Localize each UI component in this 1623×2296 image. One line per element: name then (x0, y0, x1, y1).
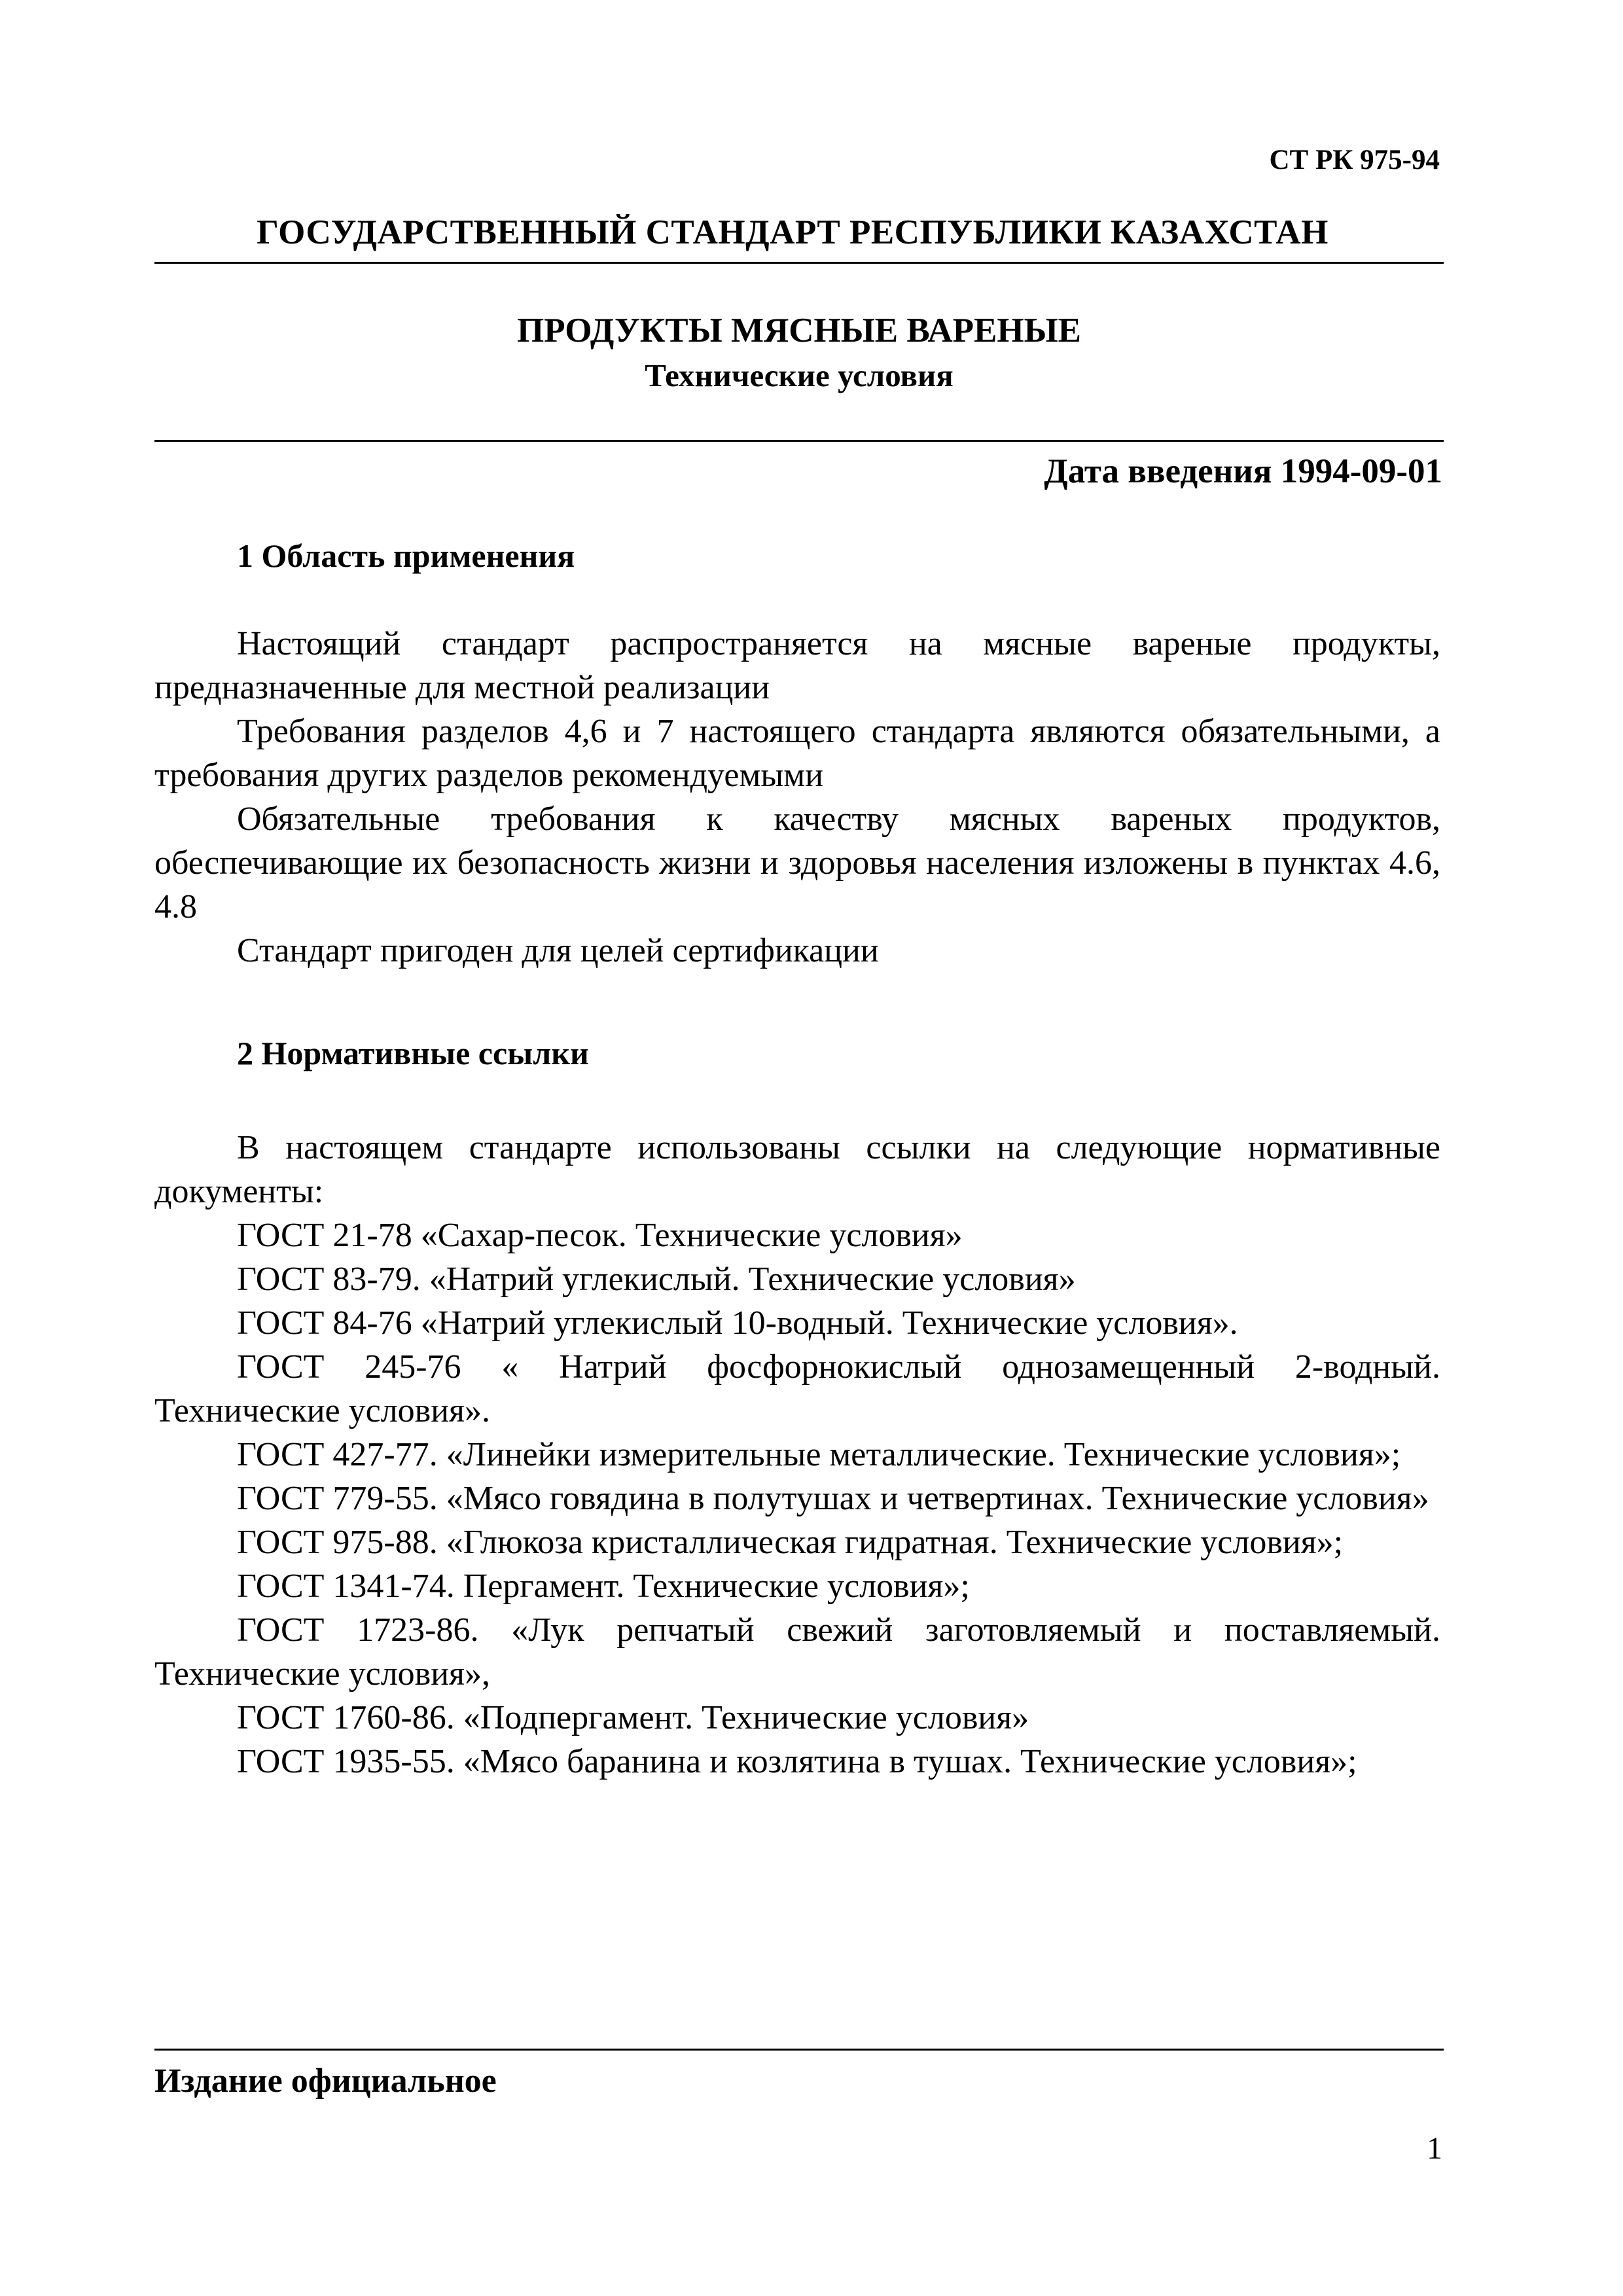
official-edition-label: Издание официальное (154, 2062, 497, 2100)
section-body-scope (154, 622, 1440, 973)
reference-item: ГОСТ 1760-86. «Подпергамент. Технические условия» (237, 1699, 1029, 1736)
divider-line (154, 440, 1444, 442)
reference-item: ГОСТ 1341-74. Пергамент. Технические условия»; (237, 1568, 970, 1605)
paragraph: Стандарт пригоден для целей сертификации (237, 932, 879, 969)
reference-item: ГОСТ 21-78 «Сахар-песок. Технические условия» (237, 1217, 963, 1254)
document-title: ПРОДУКТЫ МЯСНЫЕ ВАРЕНЫЕ (516, 312, 1082, 350)
paragraph: В настоящем стандарте использованы ссылки на следующие нормативные документы: (154, 1129, 1440, 1210)
reference-item: ГОСТ 84-76 «Натрий углекислый 10-водный. Технические условия». (237, 1304, 1238, 1342)
reference-item: ГОСТ 975-88. «Глюкоза кристаллическая гидратная. Технические условия»; (237, 1524, 1344, 1561)
paragraph: Настоящий стандарт распространяется на мясные вареные продукты, предназначенные для местной реализации (154, 625, 1440, 706)
document-subtitle: Технические условия (645, 357, 954, 393)
page-number: 1 (1427, 2131, 1442, 2166)
reference-item: ГОСТ 1935-55. «Мясо баранина и козлятина в тушах. Технические условия»; (237, 1743, 1357, 1780)
section-body-references (154, 1126, 1440, 1784)
reference-item: ГОСТ 779-55. «Мясо говядина в полутушах и четвертинах. Технические условия» (237, 1480, 1429, 1517)
state-standard-title: ГОСУДАРСТВЕННЫЙ СТАНДАРТ РЕСПУБЛИКИ КАЗАХСТАН (257, 213, 1329, 251)
section-heading-scope: 1 Область применения (237, 537, 575, 574)
standard-code: СТ РК 975-94 (1269, 145, 1440, 175)
divider-line (154, 262, 1444, 264)
reference-item: ГОСТ 1723-86. «Лук репчатый свежий заготовляемый и поставляемый. Технические условия», (154, 1611, 1440, 1693)
introduction-date: Дата введения 1994-09-01 (1044, 452, 1442, 490)
paragraph: Обязательные требования к качеству мясных вареных продуктов, обеспечивающие их безопасность жизни и здоровья населения изложены в пунктах 4.6, 4.8 (154, 800, 1440, 925)
section-heading-references: 2 Нормативные ссылки (237, 1035, 589, 1071)
footer-divider-line (154, 2049, 1444, 2051)
paragraph: Требования разделов 4,6 и 7 настоящего стандарта являются обязательными, а требования других разделов рекомендуемыми (154, 713, 1440, 794)
reference-item: ГОСТ 427-77. «Линейки измерительные металлические. Технические условия»; (237, 1436, 1401, 1473)
reference-item: ГОСТ 245-76 « Натрий фосфорнокислый однозамещенный 2-водный. Технические условия». (154, 1348, 1440, 1429)
reference-item: ГОСТ 83-79. «Натрий углекислый. Технические условия» (237, 1261, 1076, 1298)
